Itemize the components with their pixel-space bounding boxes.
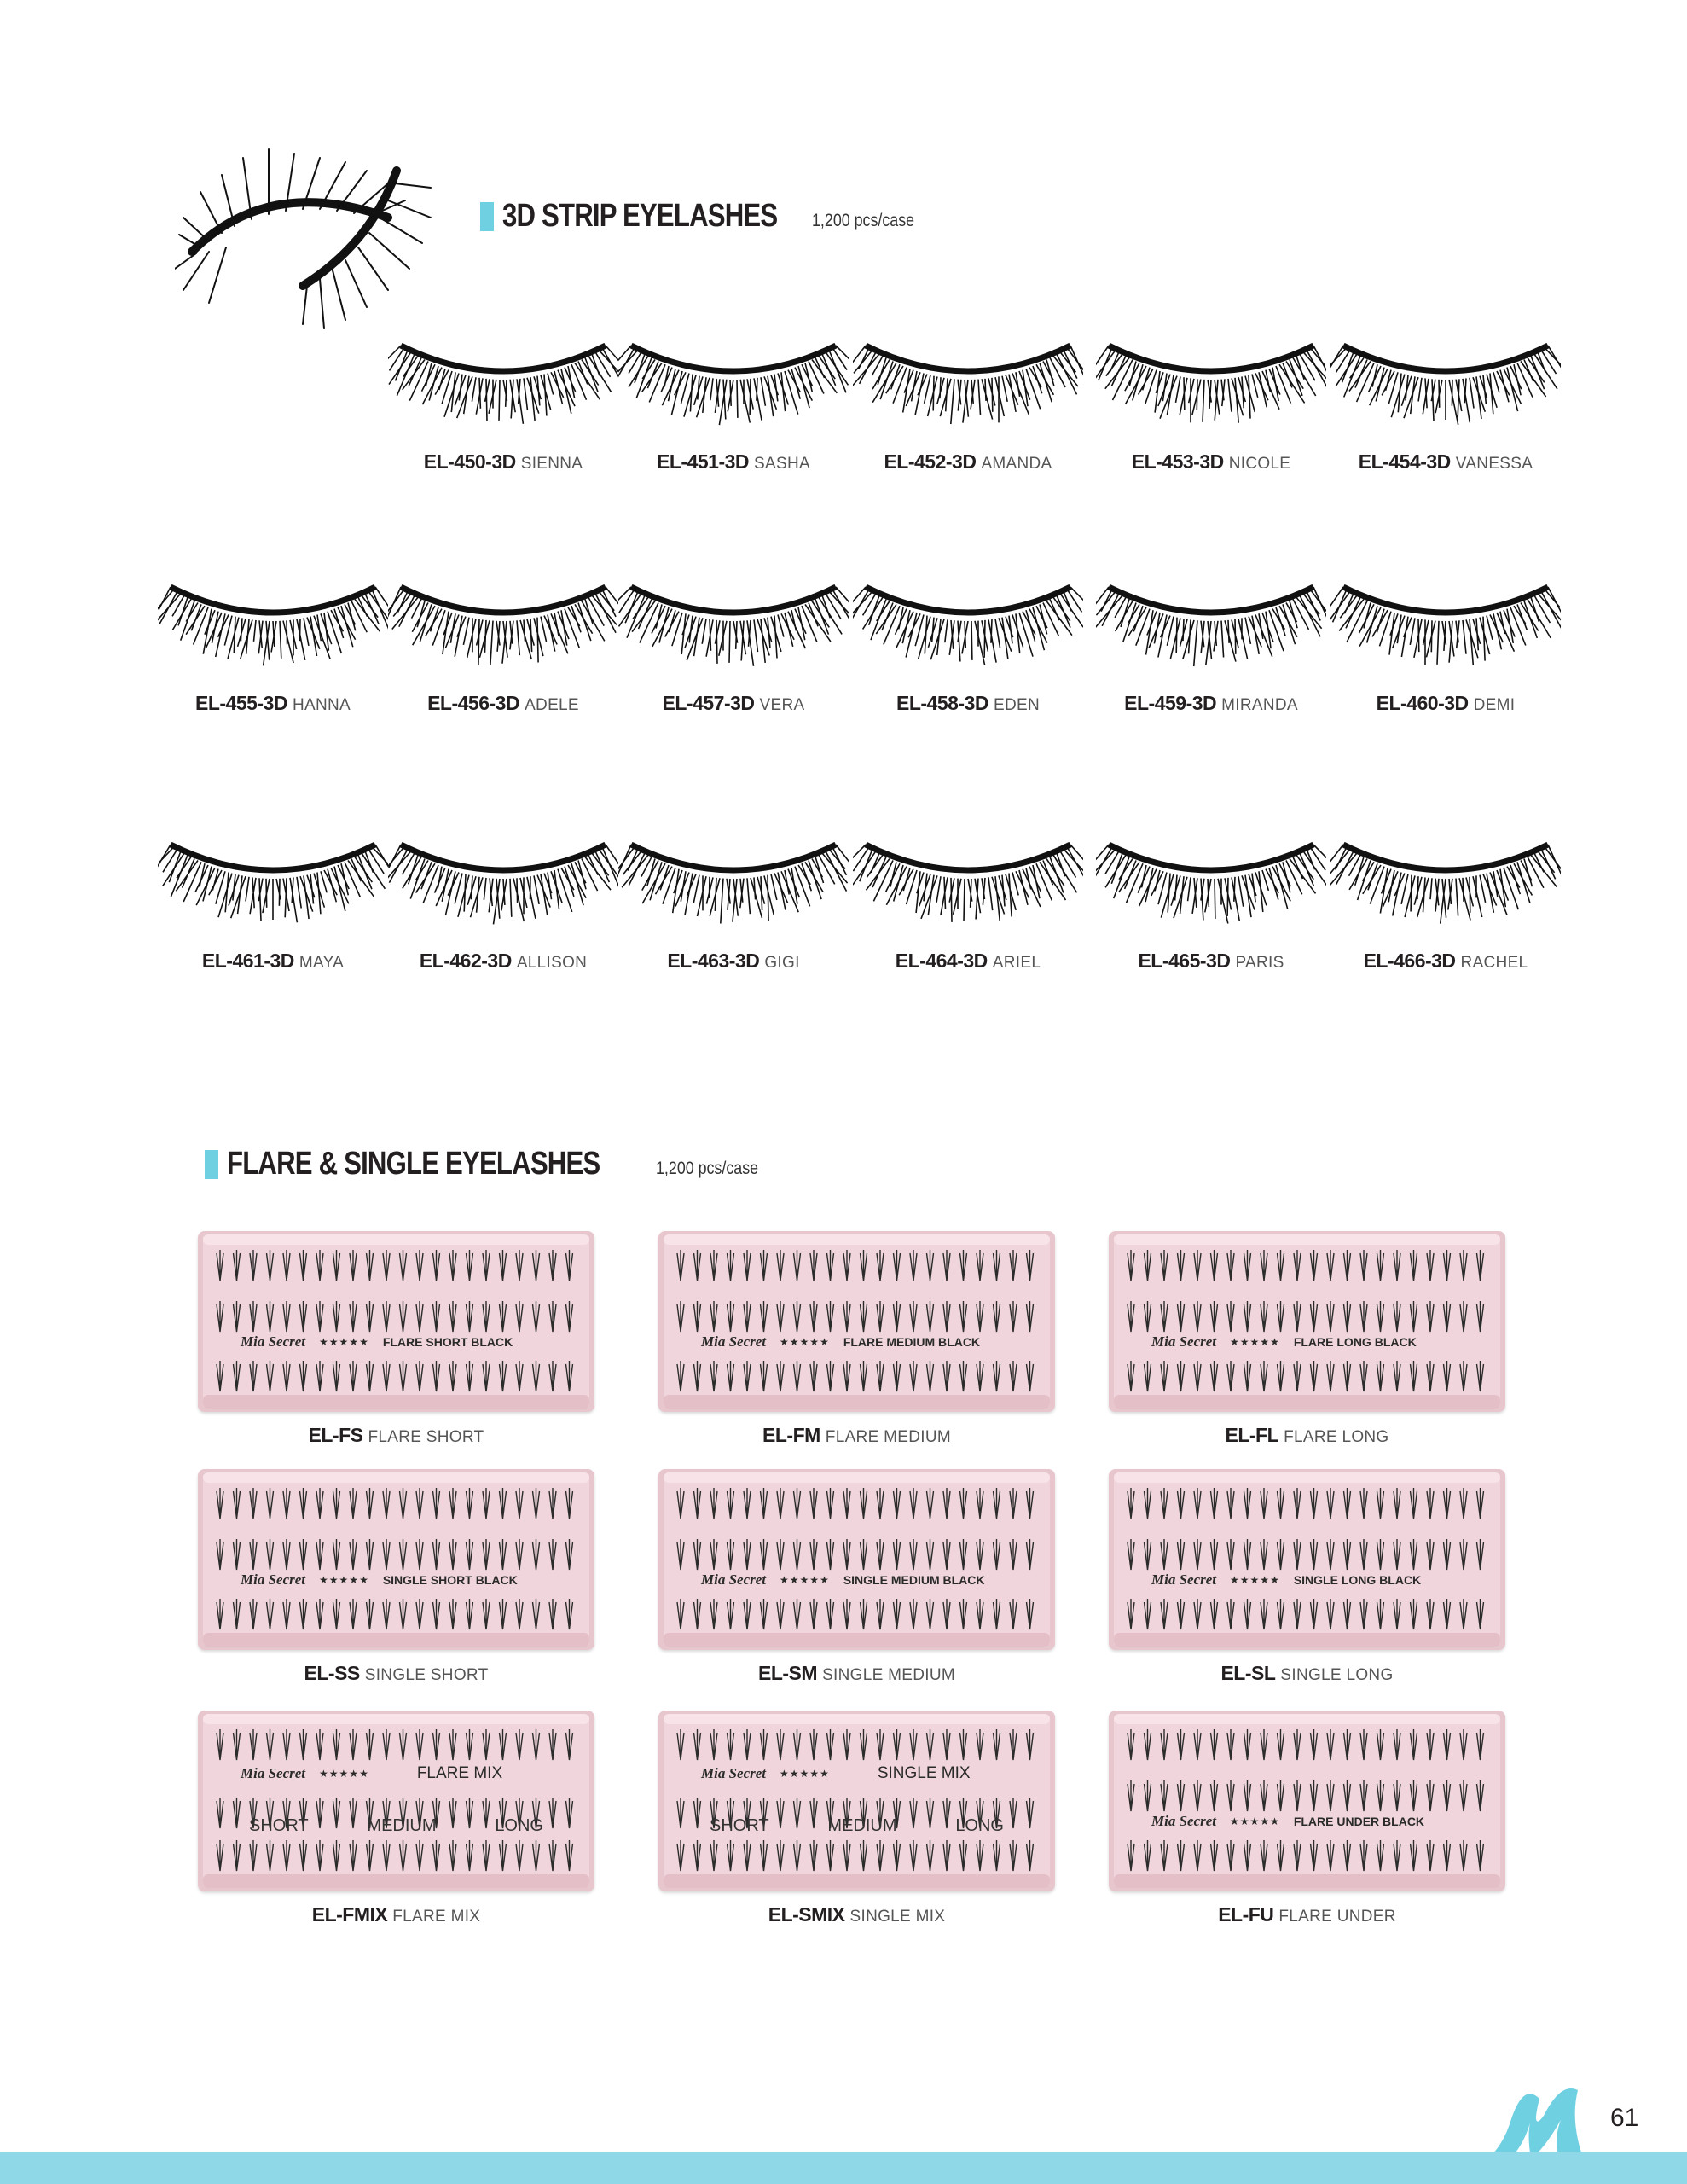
product-name: GIGI bbox=[764, 954, 800, 972]
product-code: EL-FM bbox=[762, 1424, 820, 1446]
flare-tray-item bbox=[198, 1469, 594, 1691]
strip-lash-item bbox=[1096, 828, 1326, 990]
tray-stars: ★★★★★ bbox=[780, 1768, 830, 1780]
product-code: EL-SS bbox=[304, 1662, 360, 1684]
product-code: EL-FU bbox=[1218, 1903, 1274, 1926]
product-code: EL-463-3D bbox=[667, 950, 760, 972]
tray-label: SINGLE MEDIUM BLACK bbox=[843, 1573, 985, 1587]
product-code: EL-466-3D bbox=[1363, 950, 1456, 972]
lash-tuft-row-icon bbox=[213, 1595, 579, 1633]
product-name: FLARE MEDIUM bbox=[825, 1428, 951, 1446]
product-code: EL-FL bbox=[1225, 1424, 1279, 1446]
tray-stars: ★★★★★ bbox=[1230, 1574, 1280, 1586]
lash-strip-icon bbox=[388, 828, 618, 930]
tray-rim bbox=[664, 1633, 1050, 1647]
strip-lash-item bbox=[618, 328, 849, 491]
tray-length-row bbox=[249, 1816, 543, 1837]
lash-strip-icon bbox=[1096, 828, 1326, 930]
tray-rim bbox=[1114, 1395, 1500, 1409]
product-code: EL-451-3D bbox=[657, 450, 750, 473]
tray-label: SINGLE LONG BLACK bbox=[1293, 1573, 1422, 1587]
tray-caption bbox=[198, 1424, 594, 1447]
tray-caption bbox=[658, 1424, 1055, 1447]
section-title: 3D STRIP EYELASHES bbox=[502, 198, 778, 234]
product-code: EL-SL bbox=[1220, 1662, 1276, 1684]
tray-label-row bbox=[701, 1763, 1029, 1784]
page-number: 61 bbox=[1610, 2104, 1639, 2132]
strip-lash-item bbox=[1330, 570, 1561, 732]
tray-caption bbox=[1109, 1903, 1505, 1926]
product-code: EL-454-3D bbox=[1358, 450, 1451, 473]
lash-caption bbox=[1330, 692, 1561, 715]
product-name: SINGLE LONG bbox=[1280, 1666, 1394, 1684]
tray-stars: ★★★★★ bbox=[1230, 1815, 1280, 1827]
tray-length-label: SHORT bbox=[710, 1816, 769, 1835]
lash-tuft-row-icon bbox=[1124, 1536, 1490, 1573]
accent-bar bbox=[205, 1150, 218, 1179]
tray-brand: Mia Secret bbox=[241, 1333, 306, 1350]
tray-stars: ★★★★★ bbox=[319, 1768, 369, 1780]
strip-lash-item bbox=[388, 328, 618, 491]
lash-caption bbox=[1096, 950, 1326, 973]
lash-tuft-row-icon bbox=[674, 1357, 1040, 1395]
lash-caption bbox=[1330, 450, 1561, 473]
tray-rim bbox=[203, 1234, 589, 1245]
hero-lash-image bbox=[175, 141, 473, 337]
lash-tray bbox=[198, 1711, 594, 1891]
product-name: VANESSA bbox=[1455, 455, 1533, 473]
tray-stars: ★★★★★ bbox=[780, 1336, 830, 1348]
lash-tuft-row-icon bbox=[674, 1837, 1040, 1874]
lash-caption bbox=[853, 692, 1083, 715]
lash-strip-icon bbox=[618, 328, 849, 431]
tray-rim bbox=[203, 1395, 589, 1409]
product-code: EL-456-3D bbox=[427, 692, 520, 714]
product-code: EL-462-3D bbox=[419, 950, 512, 972]
strip-lash-item bbox=[1330, 828, 1561, 990]
product-name: DEMI bbox=[1473, 696, 1516, 714]
lash-tuft-row-icon bbox=[213, 1246, 579, 1284]
tray-stars: ★★★★★ bbox=[319, 1574, 369, 1586]
lash-strip-icon bbox=[1096, 570, 1326, 672]
lash-tuft-row-icon bbox=[1124, 1357, 1490, 1395]
tray-brand: Mia Secret bbox=[701, 1333, 767, 1350]
tray-rim bbox=[1114, 1633, 1500, 1647]
tray-brand: Mia Secret bbox=[241, 1571, 306, 1588]
footer-band bbox=[0, 2152, 1687, 2184]
tray-label-row bbox=[701, 1332, 1029, 1352]
lash-tuft-row-icon bbox=[1124, 1484, 1490, 1522]
tray-caption bbox=[658, 1903, 1055, 1926]
flare-tray-item bbox=[658, 1711, 1055, 1932]
product-name: ALLISON bbox=[516, 954, 588, 972]
lash-tuft-row-icon bbox=[674, 1484, 1040, 1522]
product-code: EL-460-3D bbox=[1376, 692, 1469, 714]
strip-lash-item bbox=[618, 570, 849, 732]
strip-lash-item bbox=[853, 570, 1083, 732]
tray-label-row bbox=[241, 1332, 569, 1352]
tray-length-label: LONG bbox=[495, 1816, 543, 1835]
lash-strip-icon bbox=[158, 570, 388, 672]
tray-label: FLARE UNDER BLACK bbox=[1293, 1815, 1425, 1828]
tray-rim bbox=[664, 1874, 1050, 1888]
case-quantity: 1,200 pcs/case bbox=[812, 211, 915, 230]
product-code: EL-464-3D bbox=[895, 950, 988, 972]
product-code: EL-457-3D bbox=[662, 692, 755, 714]
lash-strip-icon bbox=[1096, 328, 1326, 431]
lash-caption bbox=[618, 692, 849, 715]
lash-strip-icon bbox=[853, 828, 1083, 930]
lash-tuft-row-icon bbox=[213, 1357, 579, 1395]
strip-lash-item bbox=[853, 328, 1083, 491]
product-name: RACHEL bbox=[1460, 954, 1528, 972]
product-name: SINGLE MIX bbox=[849, 1908, 946, 1926]
tray-caption bbox=[1109, 1424, 1505, 1447]
tray-label-row bbox=[1151, 1332, 1480, 1352]
flare-tray-item bbox=[198, 1711, 594, 1932]
strip-lash-item bbox=[158, 828, 388, 990]
lash-tray bbox=[658, 1711, 1055, 1891]
lash-strip-icon bbox=[853, 570, 1083, 672]
tray-rim bbox=[664, 1395, 1050, 1409]
tray-rim bbox=[203, 1472, 589, 1483]
lash-tuft-row-icon bbox=[1124, 1777, 1490, 1815]
product-name: ARIEL bbox=[992, 954, 1041, 972]
tray-rim bbox=[203, 1633, 589, 1647]
lash-tuft-row-icon bbox=[213, 1298, 579, 1335]
lash-tray bbox=[1109, 1469, 1505, 1650]
lash-caption bbox=[618, 950, 849, 973]
lash-strip-icon bbox=[388, 328, 618, 431]
tray-label-row bbox=[1151, 1811, 1480, 1832]
tray-stars: ★★★★★ bbox=[780, 1574, 830, 1586]
lash-tuft-row-icon bbox=[674, 1536, 1040, 1573]
lash-tray bbox=[198, 1469, 594, 1650]
lash-tuft-row-icon bbox=[213, 1536, 579, 1573]
strip-lash-item bbox=[388, 828, 618, 990]
lash-strip-icon bbox=[853, 328, 1083, 431]
tray-rim bbox=[1114, 1714, 1500, 1724]
lash-caption bbox=[158, 950, 388, 973]
tray-label: FLARE LONG BLACK bbox=[1293, 1335, 1417, 1349]
tray-rim bbox=[664, 1472, 1050, 1483]
product-name: SINGLE SHORT bbox=[364, 1666, 489, 1684]
tray-brand: Mia Secret bbox=[1151, 1571, 1217, 1588]
product-code: EL-SM bbox=[758, 1662, 818, 1684]
lash-strip-icon bbox=[1330, 328, 1561, 431]
lash-tuft-row-icon bbox=[1124, 1595, 1490, 1633]
strip-lash-item bbox=[1096, 570, 1326, 732]
tray-brand: Mia Secret bbox=[1151, 1333, 1217, 1350]
lash-caption bbox=[853, 950, 1083, 973]
product-name: NICOLE bbox=[1228, 455, 1291, 473]
lash-tuft-row-icon bbox=[213, 1484, 579, 1522]
strip-lash-item bbox=[1330, 328, 1561, 491]
product-name: SINGLE MEDIUM bbox=[822, 1666, 955, 1684]
product-name: FLARE MIX bbox=[392, 1908, 481, 1926]
flare-tray-item bbox=[658, 1469, 1055, 1691]
product-code: EL-459-3D bbox=[1124, 692, 1217, 714]
product-name: FLARE LONG bbox=[1284, 1428, 1389, 1446]
strip-lash-item bbox=[388, 570, 618, 732]
tray-label-row bbox=[241, 1570, 569, 1590]
tray-label-row bbox=[241, 1763, 569, 1784]
product-code: EL-453-3D bbox=[1131, 450, 1224, 473]
lash-tray bbox=[658, 1469, 1055, 1650]
product-code: EL-455-3D bbox=[195, 692, 287, 714]
lash-tuft-row-icon bbox=[213, 1726, 579, 1763]
tray-caption bbox=[198, 1903, 594, 1926]
tray-rim bbox=[1114, 1874, 1500, 1888]
strip-lash-item bbox=[1096, 328, 1326, 491]
flare-section-header bbox=[205, 1146, 777, 1182]
lash-tuft-row-icon bbox=[1124, 1246, 1490, 1284]
lash-tuft-row-icon bbox=[1124, 1837, 1490, 1874]
product-name: MAYA bbox=[299, 954, 345, 972]
lash-tuft-row-icon bbox=[674, 1726, 1040, 1763]
lash-caption bbox=[1096, 692, 1326, 715]
tray-caption bbox=[658, 1662, 1055, 1685]
lash-tuft-row-icon bbox=[213, 1837, 579, 1874]
product-name: EDEN bbox=[993, 696, 1040, 714]
lash-caption bbox=[388, 692, 618, 715]
tray-brand: Mia Secret bbox=[701, 1571, 767, 1588]
lash-tray bbox=[658, 1231, 1055, 1412]
tray-caption bbox=[1109, 1662, 1505, 1685]
lash-strip-icon bbox=[618, 570, 849, 672]
tray-brand: Mia Secret bbox=[701, 1765, 767, 1781]
product-code: EL-458-3D bbox=[896, 692, 988, 714]
tray-rim bbox=[664, 1234, 1050, 1245]
product-code: EL-SMIX bbox=[768, 1903, 845, 1926]
strip-section-header bbox=[480, 198, 932, 235]
product-name: SIENNA bbox=[520, 455, 583, 473]
product-code: EL-465-3D bbox=[1138, 950, 1231, 972]
tray-label: FLARE MEDIUM BLACK bbox=[843, 1335, 981, 1349]
tray-brand: Mia Secret bbox=[241, 1765, 306, 1781]
tray-label: FLARE SHORT BLACK bbox=[382, 1335, 513, 1349]
tray-length-label: MEDIUM bbox=[367, 1816, 437, 1835]
lash-caption bbox=[618, 450, 849, 473]
product-name: ADELE bbox=[525, 696, 579, 714]
product-name: MIRANDA bbox=[1221, 696, 1298, 714]
section-title: FLARE & SINGLE EYELASHES bbox=[227, 1146, 600, 1182]
tray-label: SINGLE SHORT BLACK bbox=[382, 1573, 518, 1587]
lash-caption bbox=[158, 692, 388, 715]
lash-tuft-row-icon bbox=[1124, 1298, 1490, 1335]
lash-strip-icon bbox=[618, 828, 849, 930]
lash-strip-icon bbox=[388, 570, 618, 672]
tray-brand: Mia Secret bbox=[1151, 1813, 1217, 1829]
lash-tray bbox=[1109, 1231, 1505, 1412]
lash-tuft-row-icon bbox=[674, 1595, 1040, 1633]
product-name: AMANDA bbox=[981, 455, 1052, 473]
tray-length-label: MEDIUM bbox=[827, 1816, 897, 1835]
flare-tray-item bbox=[198, 1231, 594, 1453]
tray-stars: ★★★★★ bbox=[319, 1336, 369, 1348]
product-name: FLARE SHORT bbox=[368, 1428, 484, 1446]
lash-caption bbox=[388, 450, 618, 473]
lash-caption bbox=[853, 450, 1083, 473]
lash-tuft-row-icon bbox=[674, 1246, 1040, 1284]
flare-tray-item bbox=[658, 1231, 1055, 1453]
tray-label-row bbox=[701, 1570, 1029, 1590]
product-name: FLARE UNDER bbox=[1278, 1908, 1396, 1926]
tray-rim bbox=[203, 1714, 589, 1724]
tray-length-row bbox=[710, 1816, 1004, 1837]
flare-tray-item bbox=[1109, 1469, 1505, 1691]
lash-strip-icon bbox=[1330, 828, 1561, 930]
tray-rim bbox=[1114, 1472, 1500, 1483]
tray-rim bbox=[203, 1874, 589, 1888]
case-quantity: 1,200 pcs/case bbox=[656, 1159, 759, 1178]
tray-label: FLARE MIX bbox=[416, 1764, 503, 1782]
tray-rim bbox=[1114, 1234, 1500, 1245]
strip-lash-item bbox=[158, 570, 388, 732]
lash-tray bbox=[1109, 1711, 1505, 1891]
lash-caption bbox=[1096, 450, 1326, 473]
strip-lash-item bbox=[853, 828, 1083, 990]
lash-caption bbox=[1330, 950, 1561, 973]
tray-stars: ★★★★★ bbox=[1230, 1336, 1280, 1348]
product-name: HANNA bbox=[292, 696, 351, 714]
product-name: PARIS bbox=[1235, 954, 1284, 972]
product-code: EL-452-3D bbox=[884, 450, 977, 473]
lash-tray bbox=[198, 1231, 594, 1412]
flare-tray-item bbox=[1109, 1711, 1505, 1932]
product-name: VERA bbox=[759, 696, 805, 714]
tray-length-label: LONG bbox=[955, 1816, 1004, 1835]
tray-length-label: SHORT bbox=[249, 1816, 309, 1835]
lash-tuft-row-icon bbox=[1124, 1726, 1490, 1763]
tray-rim bbox=[664, 1714, 1050, 1724]
product-code: EL-461-3D bbox=[201, 950, 294, 972]
tray-label: SINGLE MIX bbox=[877, 1764, 971, 1782]
product-name: SASHA bbox=[754, 455, 810, 473]
lash-caption bbox=[388, 950, 618, 973]
tray-caption bbox=[198, 1662, 594, 1685]
lash-strip-icon bbox=[158, 828, 388, 930]
flare-tray-item bbox=[1109, 1231, 1505, 1453]
strip-lash-item bbox=[618, 828, 849, 990]
lash-strip-icon bbox=[1330, 570, 1561, 672]
product-code: EL-FMIX bbox=[311, 1903, 388, 1926]
product-code: EL-FS bbox=[308, 1424, 363, 1446]
tray-label-row bbox=[1151, 1570, 1480, 1590]
lash-tuft-row-icon bbox=[674, 1298, 1040, 1335]
accent-bar bbox=[480, 202, 494, 231]
product-code: EL-450-3D bbox=[423, 450, 516, 473]
